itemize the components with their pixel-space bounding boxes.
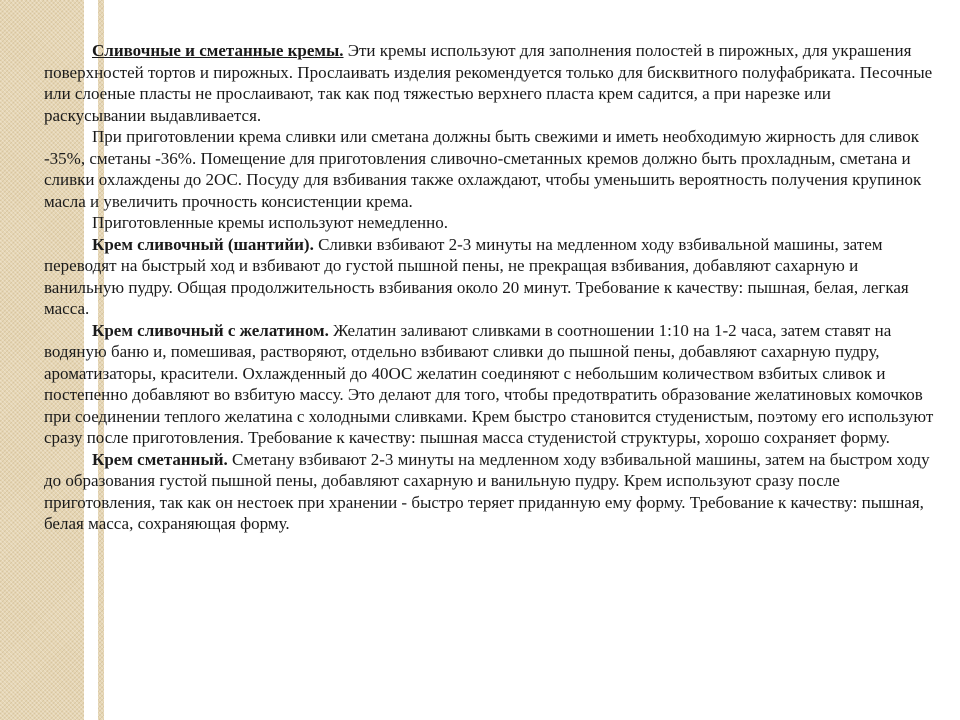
document-body [44, 40, 934, 535]
paragraph-text: При приготовлении крема сливки или сметана должны быть свежими и иметь необходимую жирность для сливок -35%, сметаны -36%. Помещение для приготовления сливочно-сметанных кремов должно быть прохладным, сметана и сливки охлаждены до 2ОС. Посуду для взбивания также охлаждают, чтобы уменьшить вероятность получения крупинок масла и увеличить прочность консистенции крема. [44, 127, 922, 211]
heading-gelatin-cream: Крем сливочный с желатином. [92, 320, 329, 340]
paragraph-text: Эти кремы используют для заполнения полостей в пирожных, для украшения поверхностей тортов и пирожных. Прослаивать изделия рекомендуется только для бисквитного полуфабриката. Песочные или слоеные пласты не прослаивают, так как под тяжестью верхнего пласта крем садится, а при нарезке или раскусывании выдавливается. [44, 41, 933, 125]
paragraph-text: Сметану взбивают 2-3 минуты на медленном ходу взбивальной машины, затем на быстром ходу до образования густой пышной пены, добавляют сахарную и ванильную пудру. Крем используют сразу после приготовления, так как он нестоек при хранении - быстро теряет приданную ему форму. Требование к качеству: пышная, белая масса, сохраняющая форму. [44, 449, 930, 533]
paragraph-text: Сливки взбивают 2-3 минуты на медленном ходу взбивальной машины, затем переводят на быстрый ход и взбивают до густой пышной пены, не прекращая взбивания, добавляют сахарную и ванильную пудру. Общая продолжительность взбивания около 20 минут. Требование к качеству: пышная, белая, легкая масса. [44, 234, 909, 318]
paragraph-chantilly [44, 234, 934, 320]
paragraph-gelatin-cream [44, 320, 934, 449]
paragraph-usage [44, 212, 934, 234]
heading-sour-cream: Крем сметанный. [92, 449, 228, 469]
paragraph-preparation [44, 126, 934, 212]
paragraph-creams-intro [44, 40, 934, 126]
heading-creams: Сливочные и сметанные кремы. [92, 41, 344, 60]
paragraph-sour-cream [44, 449, 934, 535]
paragraph-text: Приготовленные кремы используют немедленно. [92, 213, 448, 232]
paragraph-text: Желатин заливают сливками в соотношении 1:10 на 1-2 часа, затем ставят на водяную баню и, помешивая, растворяют, отдельно взбивают сливки до пышной пены, добавляют сахарную пудру, ароматизаторы, красители. Охлажденный до 40ОС желатин соединяют с небольшим количеством взбитых сливок и постепенно добавляют во взбитую массу. Это делают для того, чтобы предотвратить образование желатиновых комочков при соединении теплого желатина с холодными сливками. Крем быстро становится студенистым, поэтому его используют сразу после приготовления. Требование к качеству: пышная масса студенистой структуры, хорошо сохраняет форму. [44, 320, 934, 447]
heading-chantilly: Крем сливочный (шантийи). [92, 234, 314, 254]
